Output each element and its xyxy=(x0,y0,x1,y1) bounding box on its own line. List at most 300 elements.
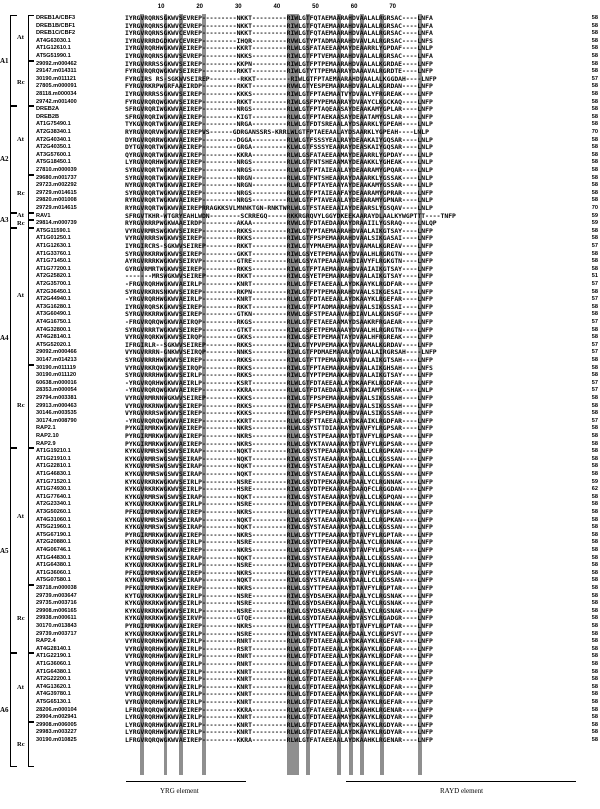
sequence-residues: IFRGIRLR--SGKWVSEIREP--------RKKS---------RIWLGTYPVPEMAAKAYDVAAMALKGRDAV----LNFP xyxy=(125,340,433,349)
sequence-name: AT5G07580.1 xyxy=(36,577,71,584)
sequence-name: AT2G40350.1 xyxy=(36,144,71,151)
sequence-residues: KYKGVRMRSWGSWVSEIRAP---------NQKT---------RIWLGSYSTPEAAARAYDAALLCLRGPKAN----LNFP xyxy=(125,447,433,456)
sequence-residues: PFKGIRMRKWGKWVAEIREP---------NKRS---------RLWLGSYTTPEAAARAYDTAVFYLRGPTAR----LNFP xyxy=(125,584,433,592)
sequence-name: AT3G60490.1 xyxy=(36,311,71,318)
sequence-length: 58 xyxy=(591,691,598,698)
sequence-name: AT5G21960.1 xyxy=(36,524,71,531)
sequence-length: 58 xyxy=(591,539,598,546)
sequence-residues: VYRGVRQRHWGKWVAEIRLP---------KNRT---------RLWLGTFDTAEEAALAYDKAAYKLRGEFAR----LNFP xyxy=(125,698,433,706)
sequence-residues: PYRGIRMRKWGKWVAEIREP---------NKRS---------RLWLGSYTTPEAAARAYDTAVFYLRGPTAR----LNFP xyxy=(125,622,433,630)
sequence-residues: KYTGVRKRKWGKWVSEIRLP---------NSRE---------RIWLGSYDSAEKAARAFDAALYCLRGSNAK----LNFP xyxy=(125,591,433,600)
sequence-name: AT5G65130.1 xyxy=(36,699,71,705)
sequence-residues: LFRGVRQRQWGKWVAEIREP---------KKRA---------RLWLGTFATAEEAALAYDKAAHKLRGENAR----LNFP xyxy=(125,736,433,744)
sequence-name: 29983.m003227 xyxy=(36,729,77,736)
sequence-residues: SYRGVRRRHWGKWVSEIRLP---------RKKS---------RIWLGTYPTPEMAAKAHDVAALAIKGTSAY----LNFP xyxy=(125,371,433,380)
sequence-residues: KYKGVRMRSWGSWVSEIRAP---------NQKT---------RIWLGSYSTAEAAARAYDVALLCLKGPQAN----LNFP xyxy=(125,492,433,501)
sequence-length: 58 xyxy=(591,440,598,447)
sequence-name: 29913.m000463 xyxy=(36,402,77,409)
sequence-residues: IYRGIRCRS-SGKWVSEIREP--------RKKT---------RIWLGTYPMAEMAARAYDVAAMALKGREAV----LNFP xyxy=(125,242,433,250)
sequence-name: 60638.m000016 xyxy=(36,379,77,386)
rayd-element-label: RAYD element xyxy=(440,787,484,795)
sequence-length: 58 xyxy=(591,136,598,143)
sequence-length: 58 xyxy=(591,91,598,97)
sequence-name: AT1G01250.1 xyxy=(36,235,71,242)
sequence-residues: -YRGVRQRQWGKWVAEIREP---------KKRA---------RLWLGTFDTAEDAALAYDKAAIAMYGSHAK----LNLP xyxy=(125,386,433,395)
sequence-residues: VYRGVRKRNWGKWVSEIREP---------RKKS---------RIWLGTFPSAEMAARAHDVAALSIKGSSAH----LNFP xyxy=(125,401,433,410)
sequence-name: 30147.m014213 xyxy=(36,357,77,363)
sequence-length: 58 xyxy=(591,174,598,181)
sequence-residues: KYKGVRMRSWGSWVSEIRAP---------NQKT---------RIWLGSYSTAEAAARAYDAALLCLRGPKAN----LNFP xyxy=(125,462,433,471)
sequence-residues: VYRGVRQRHWGKWVAEIRLP---------RNRT---------RLWLGTFDTAEEAALAYDKAAYKLRGEFAR----LNFP xyxy=(125,637,433,646)
subgroup-label: At xyxy=(17,292,24,300)
sequence-length: 58 xyxy=(591,357,598,363)
sequence-name: 29092.m000466 xyxy=(36,349,77,356)
sequence-length: 58 xyxy=(591,592,598,599)
sequence-length: 58 xyxy=(591,235,598,242)
sequence-length: 58 xyxy=(591,15,598,21)
sequence-name: AT1G44830.1 xyxy=(36,554,71,561)
sequence-length: 58 xyxy=(591,113,598,120)
sequence-length: 58 xyxy=(591,22,598,29)
sequence-residues: LFRGVRQRQWGKWVAEIREP---------KKRA---------RLWLGTFATAEEAALAYDKAAHKLRGENAR----LNFP xyxy=(125,705,433,714)
sequence-name: RAP2.10 xyxy=(36,433,59,439)
sequence-length: 70 xyxy=(591,205,598,211)
sequence-name: DREB1B/CBF1 xyxy=(36,22,76,29)
group-label: A2 xyxy=(0,155,9,164)
sequence-name: AT1G19210.1 xyxy=(36,448,71,455)
sequence-length: 58 xyxy=(591,547,598,553)
sequence-length: 58 xyxy=(591,463,598,470)
ruler-tick: 40 xyxy=(273,4,281,10)
sequence-length: 58 xyxy=(591,167,598,173)
sequence-name: AT2G38340.1 xyxy=(36,129,71,135)
sequence-length: 58 xyxy=(591,30,598,37)
sequence-name: 29735.m003716 xyxy=(36,600,77,607)
sequence-length: 58 xyxy=(591,577,598,584)
sequence-name: AT5G67190.1 xyxy=(36,531,71,538)
group-bracket xyxy=(10,15,17,106)
sequence-name: 30190.m011119 xyxy=(36,364,76,371)
sequence-residues: SYRGVRKRRWGKWVSEIREP---------GKKT---------RIWLGSYETPEMAAAAYDVAALHLRGRGTN----LNFP xyxy=(125,249,433,258)
subgroup-bracket xyxy=(28,365,34,449)
sequence-residues: SFRGVRQRIWGKWVAEIREP---------KIGT---------RLWLGTFPTAEKAASAYDEAATAMYGSLAR----LNFP xyxy=(125,112,433,121)
sequence-name: 30190.m010825 xyxy=(36,737,77,743)
group-label: A6 xyxy=(0,706,9,715)
sequence-name: AT3G57600.1 xyxy=(36,151,71,158)
sequence-residues: KYKGVRKRKWGKWVSEIRLP---------NSRE---------RIWLGSYDSAEKAARAFDAALYCLRGSNAK----LNFP xyxy=(125,599,433,608)
sequence-length: 58 xyxy=(591,60,598,67)
sequence-residues: KYKGVRMRSWGSWVSEIRAP---------NQKT---------RIWLGSYSTAEAAARAYDAALLCLKGSSAN----LNFP xyxy=(125,470,433,478)
sequence-name: 29729.m014615 xyxy=(36,205,77,211)
sequence-length: 58 xyxy=(591,144,598,151)
sequence-residues: IYRGVRQRSKGKWVSEIREP---------RKKT---------RIWLGTFPTADMAARAHDVAALSIKGSSAI----LNFP xyxy=(125,302,433,311)
sequence-residues: VYRGVRMRSWGKWVSEIREP---------RKKS---------RIWLGTYPTAEMAARAHDVAALAIKGTSAY----LNFP xyxy=(125,226,433,235)
sequence-residues: DYTGVRQRTWGKWVAEIREP---------GRGA---------KLWLGTFSSSYEAARAYDEASKAIYGQSAR----LNLP xyxy=(125,143,433,152)
sequence-name: DREB2B xyxy=(36,113,60,120)
ruler-tick: 50 xyxy=(312,4,319,10)
subgroup-bracket xyxy=(28,585,34,653)
sequence-name: 29739.m003717 xyxy=(36,630,77,637)
sequence-length: 58 xyxy=(591,250,598,257)
sequence-length: 58 xyxy=(591,645,598,652)
sequence-length: 58 xyxy=(591,402,598,409)
sequence-length: 58 xyxy=(591,265,598,272)
sequence-residues: VYRGVRQRHWGKWVAEIRLP---------KNRT---------RLWLGTFDTAEEAAMAYDKAAYKLRGDFAR----LNFP xyxy=(125,682,433,691)
sequence-name: AT1G36060.1 xyxy=(36,661,71,667)
sequence-name: AT4G28140.1 xyxy=(36,645,71,652)
ruler-tick: 60 xyxy=(350,4,358,10)
group-bracket xyxy=(10,228,17,448)
subgroup-label: At xyxy=(17,33,24,41)
sequence-residues: IYRGVRRRSSGKWVSEIREP---------KKPN---------RIWLGTFPTPEMAARAHDVAALALKGRDAE----LNFP xyxy=(125,59,433,68)
group-bracket xyxy=(10,213,17,228)
sequence-residues: PYRGIRMRKWGKWVAEIREP---------NKRS---------RLWLGSYTTPEAAARAYDTAVFYLRGPTAR----LNFP xyxy=(125,530,433,539)
subgroup-bracket xyxy=(28,653,34,721)
sequence-name: AT4G13620.1 xyxy=(36,683,71,690)
sequence-length: 62 xyxy=(591,486,598,493)
sequence-length: 58 xyxy=(591,189,598,196)
sequence-residues: RYRGVRQRTWGKWVAEIREPRRAGKKSVLMNNKTGN-RNKTWRLWLGTFSTAEEAAIAYDEAARSLYGSQAV----LNLP xyxy=(125,204,433,212)
sequence-length: 58 xyxy=(591,37,598,44)
sequence-length: 58 xyxy=(591,197,598,204)
sequence-name: AT5G18450.1 xyxy=(36,159,71,166)
sequence-length: 57 xyxy=(591,243,598,249)
sequence-length: 58 xyxy=(591,106,598,113)
sequence-residues: VYRGVRQRHWGKWVAEIRLP---------KNRT---------RLWLGTFDTAEEAALAYDKAAYKLRGEFAR----LNFP xyxy=(125,675,433,684)
sequence-residues: KYKGVRKRKWGKWVSEIRLP---------HSRE---------RIWLGSYDTPEKAARAFDAAQFCLRGGDAN----LNFP xyxy=(125,485,433,494)
sequence-length: 58 xyxy=(591,615,598,622)
sequence-residues: TYKGVRQRTWGKWVAEIREP---------NRGA---------RLWLGTFDTSREAALAYDSAARKLYGPEAH----LNLP xyxy=(125,120,433,129)
subgroup-label: Rc xyxy=(17,189,25,197)
sequence-length: 70 xyxy=(591,129,598,135)
sequence-residues: -YRGVRQRHWGKWVAEIRLP---------KSRT---------RLWLGTFDTAEEAALAYDKAAFKLRGDFAR----LNFP xyxy=(125,378,433,387)
sequence-residues: SYRGVRKRNSNKWVSEIREP---------RKPN---------RIWLGTFPTPEMAARAHDVAALSIKGESAI----LNFP xyxy=(125,287,433,296)
sequence-name: AT4G28140.1 xyxy=(36,334,71,341)
sequence-length: 58 xyxy=(591,638,598,645)
sequence-name: AT2G25820.1 xyxy=(36,273,71,280)
sequence-name: DREB2A xyxy=(36,106,60,113)
subgroup-label: At xyxy=(17,512,24,520)
sequence-name: AT5G52020.1 xyxy=(36,341,71,348)
sequence-residues: KYKGVRKRKWGKWVSEIRLP---------NSRE---------RIWLGSYDTPEKAARAFDAALYCLRGNNAK----LNFP xyxy=(125,561,433,570)
sequence-residues: PFKGIRMRKWGKWVAEIREP---------NKRS---------RLWLGSYTTPEAAARAYDTAVFYLRGPSAR----LNFP xyxy=(125,508,433,516)
sequence-name: 29938.m000611 xyxy=(36,615,77,622)
sequence-length: 58 xyxy=(591,258,598,265)
sequence-length: 58 xyxy=(591,395,598,401)
sequence-length: 58 xyxy=(591,288,598,295)
group-label: A1 xyxy=(0,56,9,65)
sequence-name: AT1G64380.1 xyxy=(36,562,71,569)
sequence-name: DREB1A/CBF3 xyxy=(36,15,76,21)
sequence-name: AT4G39780.1 xyxy=(36,691,71,698)
sequence-name: 29723.m002292 xyxy=(36,182,77,189)
subgroup-label: Rc xyxy=(17,740,25,748)
subgroup-label: At xyxy=(17,212,24,220)
sequence-name: AT2G44940.1 xyxy=(36,296,71,303)
group-label: A5 xyxy=(0,546,9,555)
sequence-length: 58 xyxy=(591,516,598,523)
sequence-residues: IYRGVRQRNSGKWVSEVREP---------NKKS---------RIWLGTFPTVEMAARAHDVAALALRGRSAC----LNFA xyxy=(125,52,433,60)
sequence-length: 58 xyxy=(591,524,598,531)
sequence-residues: FYRGVRQRQWGKWVSEIREP---------RKKT---------RIWLGSFPYPEMAARAYDVAAYCLKGCKAQ----LNFP xyxy=(125,97,433,106)
ruler-tick: 70 xyxy=(389,4,397,10)
sequence-residues: DYRGVRQRRWGKWVAEIREP---------DGGA---------RLWLGTFSSSYEALRAYDEAAKAIYGQSAR----LNLP xyxy=(125,135,433,144)
sequence-name: AT2G20880.1 xyxy=(36,539,71,546)
sequence-residues: RYRGVRQRVWGKWVAEIREPVS------GDRGANSSRS-KRRLWLGTFPTAEEAALAYDSAARKLYGPEAH----LNLP xyxy=(125,128,429,136)
sequence-length: 58 xyxy=(591,334,598,341)
subgroup-label: At xyxy=(17,136,24,144)
sequence-length: 58 xyxy=(591,455,598,462)
sequence-residues: VYRGVRMRNNWGKWVSEIREP--------KKKS---------RIWLGTFPSPEMAARAHDVAALSIKGSSAH----LNFP xyxy=(125,394,433,402)
subgroup-bracket xyxy=(28,175,34,213)
sequence-name: 29092.m000462 xyxy=(36,60,77,67)
sequence-residues: AYRGVRRRKWGKWVSEIRVP---------GTRE---------RLWLGSYATPEAAAVAHDIAVYFLRGKGTN----LNFP xyxy=(125,257,433,266)
sequence-length: 58 xyxy=(591,303,598,310)
sequence-length: 59 xyxy=(591,220,598,227)
sequence-length: 57 xyxy=(591,75,598,82)
sequence-name: DREB1C/CBF2 xyxy=(36,30,76,37)
sequence-residues: LYRGVRQRHWGKWVAEIRLP---------KNRT---------RLWLGTFDTAEEAALAYDKAAYKLRGDYAR----LNFP xyxy=(125,728,433,737)
sequence-length: 58 xyxy=(591,721,598,728)
sequence-name: AT2G23340.1 xyxy=(36,501,71,508)
sequence-residues: RYRGVRRRPWGKWAAEIRDP---------AKAA---------RVWLGTFDTAEDAARAYDRAAIILYGSRAQ----LNLQP xyxy=(125,219,437,228)
group-bracket xyxy=(10,448,17,653)
sequence-residues: IYRGVRRRSSGKWVSEIREP---------KKKS---------RIWLGTFPTAEMAATVYDVAALYFRGREAK----LNFP xyxy=(125,90,433,98)
sequence-length: 58 xyxy=(591,714,598,721)
sequence-name: AT5G11590.1 xyxy=(36,227,71,234)
sequence-residues: VYRGVRQRKWGKWVSEIRQP---------GKKS---------RIWLGSFETPEMAATAYDVAALHFRGREAK----LNFP xyxy=(125,333,433,342)
sequence-residues: PYKGIRMRKWGKWVAEIREP---------NKRS---------RLWLGSYSTTDIAARAYDVAVFYLRGPSAR----LNFP xyxy=(125,424,433,433)
sequence-residues: KYKGVRKRKWGKWVSEIRLP---------NSRE---------RIWLGSYDTPEKAARAFDAALYCLRGNNAK----LNFP xyxy=(125,477,433,486)
sequence-residues: -FRGVRQRQWGKWVAEIRQP---------RKGS---------RLWLGTFETAEEAAMAYDSAAKRFRGAEAR----LNFP xyxy=(125,318,433,326)
sequence-length: 58 xyxy=(591,151,598,158)
sequence-name: AT1G36060.1 xyxy=(36,569,71,576)
sequence-length: 58 xyxy=(591,630,598,637)
sequence-name: 28206.m000104 xyxy=(36,706,77,713)
sequence-name: AT3G50260.1 xyxy=(36,509,71,515)
sequence-length: 58 xyxy=(591,706,598,713)
sequence-length: 58 xyxy=(591,661,598,667)
sequence-name: 28118.m000034 xyxy=(36,91,77,97)
sequence-length: 58 xyxy=(591,410,598,417)
sequence-length: 58 xyxy=(591,182,598,189)
sequence-residues: SYRGVRRRTWGKWVSEIREP---------GTKT---------RIWLGSFETPEMAAAAYDVAALHLRGRGTN----LNFP xyxy=(125,325,433,334)
sequence-residues: VYRGVRQRHWGKWVAEIRLP---------RSRT---------RLWLGTFDTAEEAALAYDKAAYKLRGDFAR----LNFP xyxy=(125,644,433,653)
subgroup-label: Rc xyxy=(17,402,25,410)
sequence-residues: -------MRSWGKWVSEIREP--------RKKT---------RIWLGSYETPEMAARAHDVAALAIKGTSAY----LNFP xyxy=(125,272,433,281)
sequence-length: 57 xyxy=(591,319,598,325)
subgroup-label: Rc xyxy=(17,79,25,87)
sequence-length: 58 xyxy=(591,493,598,500)
sequence-length: 58 xyxy=(591,227,598,234)
sequence-name: 29729.m014615 xyxy=(36,189,77,196)
sequence-residues: PYRGIRMRKWGKWVAEIREP---------NKRS---------RLWLGSYSTPEAAARAYDTAVFYLRGPSAR----LNFP xyxy=(125,432,433,440)
subgroup-bracket xyxy=(28,15,34,61)
sequence-length: 58 xyxy=(591,623,598,629)
sequence-name: AT2G35700.1 xyxy=(36,281,71,287)
sequence-length: 58 xyxy=(591,53,598,59)
sequence-length: 57 xyxy=(591,417,598,424)
sequence-length: 59 xyxy=(591,478,598,485)
sequence-name: AT2G40340.1 xyxy=(36,136,71,143)
sequence-length: 58 xyxy=(591,121,598,128)
sequence-length: 58 xyxy=(591,433,598,439)
sequence-name: 29739.m003647 xyxy=(36,592,77,599)
sequence-length: 58 xyxy=(591,585,598,591)
sequence-residues: -YRGVRQRQWGKWVAEIREP---------KKRT---------RLWLGSFTTAEEAALAYDKAAIKLRGDFAR----LNFP xyxy=(125,416,433,425)
sequence-length: 58 xyxy=(591,509,598,515)
sequence-length: 58 xyxy=(591,683,598,690)
sequence-name: AT1G22810.1 xyxy=(36,463,71,470)
sequence-name: AT2G22200.1 xyxy=(36,676,71,683)
sequence-residues: IYRGVRQRNSGKWVCEVREP---------NKKT---------RIWLGTFQTAEMAARAHDVAALALRGRSAC----LNFA xyxy=(125,21,433,30)
sequence-residues: RYRGVRQRTWGKWVAEIREP---------NRGS---------RLWLGTFPTAVEAALAYDEAARAMYGPNAR----LNLP xyxy=(125,196,433,205)
sequence-name: 27805.m000091 xyxy=(36,83,77,90)
sequence-name: 30146.m003535 xyxy=(36,410,77,417)
sequence-name: 29820.m001008 xyxy=(36,197,77,204)
subgroup-bracket xyxy=(28,228,34,365)
sequence-residues: LYRGVRQRHWGKWVAEIRLP---------KNRT---------RLWLGTFDTAEEAAMAYDKAAYKLRGDYAR----LNFP xyxy=(125,720,433,729)
rayd-element-bracket xyxy=(346,781,576,782)
sequence-residues: PFKGIRMRKWGKWVAEIREP---------NKRS---------RLWLGSYTTPEAAARAYDTAVFYLRGPSAR----LNFP xyxy=(125,568,433,577)
sequence-residues: PFKGIRMRKWGKWVAEIREP---------NKRS---------RLWLGSYTTPEAAARAYDTAVFYLRGPSAR----LNFP xyxy=(125,546,433,554)
sequence-length: 58 xyxy=(591,699,598,705)
sequence-residues: LYRGVRQRHWGKWVAEIREP---------NRGS---------RLWLGTFNTSHEAAMAYDEAAKKLYGHEAK----LNLP xyxy=(125,158,433,167)
sequence-name: AT1G71450.1 xyxy=(36,258,71,265)
sequence-residues: SYRGVRRRHWGKWVSEIREP---------RKKS---------RIWLGTFTTPEMAARAYDVAALAIKGTSAH----LNFP xyxy=(125,356,433,364)
sequence-name: 28718.m000038 xyxy=(36,585,77,591)
sequence-residues: KYKGVRKRKWGKWVSEIRLP---------NSRE---------RIWLGSYDTPEKAARAFDAALYCLRGNNAK----LNFP xyxy=(125,500,433,509)
sequence-name: AT5G51990.1 xyxy=(36,53,71,59)
sequence-name: AT1G12610.1 xyxy=(36,45,71,52)
sequence-length: 58 xyxy=(591,600,598,607)
sequence-name: RAP2.4 xyxy=(36,638,56,645)
sequence-residues: KYKGVRKRKWGKWVSEIRLP---------NSRE---------RIWLGSYDSAEKAARAFDAALYCLRGSNAK----LNFP xyxy=(125,606,433,615)
sequence-residues: VYRGVRRRSWGKWVSEIREP---------KKKS---------RIWLGTFPSPEMAARAHDVAALSIKGSSAH----LNFP xyxy=(125,409,433,418)
sequence-length: 58 xyxy=(591,531,598,538)
sequence-residues: KYKGVRKRKWGKWVSEIRLP---------NSRE---------RIWLGSYNTAEEAARAFDAALYCLRGPSVT----LNFP xyxy=(125,629,433,638)
sequence-length: 57 xyxy=(591,379,598,386)
sequence-residues: VYRGVRQRHWGKWVAEIRLP---------KNRT---------RLWLGTFDTAEEAAMAYDKAAYKLRGDFAR----LNFP xyxy=(125,690,433,699)
sequence-name: RAP2.1 xyxy=(36,425,56,432)
sequence-length: 58 xyxy=(591,83,598,90)
sequence-residues: KYKGVRMRSWGSWVSEIRAP---------NQKT---------RIWLGSYSTAEAAARAYDAALLCLKGSSAN----LNFP xyxy=(125,553,433,562)
sequence-residues: VYRGVRQRHWGKWVAEIRLP---------RNRT---------RLWLGTFDTAEEAALAYDKAAYKLRGDFAR----LNFP xyxy=(125,652,433,661)
sequence-length: 58 xyxy=(591,729,598,736)
sequence-length: 58 xyxy=(591,653,598,660)
sequence-length: 58 xyxy=(591,425,598,432)
sequence-residues: PYKGIRMRKWGKWVAEIREP---------NKRS---------RLWLGSYKTAVAAARAYDTAVFYLRGPSAR----LNFP xyxy=(125,439,433,448)
sequence-length: 58 xyxy=(591,569,598,576)
sequence-name: 29147.m014311 xyxy=(36,68,77,75)
sequence-residues: -FRGVRQRHWGKWVAEIRLP---------KNRT---------RLWLGTFETAEEAALAYDKAAYKLRGDFAR----LNFP xyxy=(125,280,433,288)
sequence-name: 28353.m000054 xyxy=(36,387,77,394)
sequence-name: AT4G31060.1 xyxy=(36,516,71,523)
sequence-length: 58 xyxy=(591,471,598,477)
sequence-name: 29904.m002941 xyxy=(36,714,77,721)
sequence-length: 57 xyxy=(591,281,598,287)
sequence-length: 58 xyxy=(591,554,598,561)
sequence-residues: GYRGVRMRTWGKWVSEIREP---------RKKS---------RIWLGTFPTAEMAARAHDVAAIAIKGTSAY----LNFP xyxy=(125,264,433,273)
sequence-residues: LYRGVRQRHWGKWVAEIRLP---------KNRT---------RLWLGTFDTAEEAAMAYDKAAYKLRGDYAR----LNFP xyxy=(125,713,433,722)
sequence-residues: KYKGVRMRSWGSWVSEIRAP---------NQKT---------RIWLGSYSTAEAAARAYDAALLCLKGSSAN----LNFP xyxy=(125,576,433,585)
sequence-length: 59 xyxy=(591,212,598,219)
sequence-length: 57 xyxy=(591,349,598,356)
sequence-length: 58 xyxy=(591,607,598,614)
sequence-residues: VYRGVRQRHWGKWVAEIRLP---------RNRT---------RLWLGTFDTAEEAALAYDKAAYKLRGEFAR----LNFP xyxy=(125,660,433,668)
sequence-name: AT1G77640.1 xyxy=(36,493,71,500)
sequence-residues: SYRGVRKRRWGKWVSEIREP---------GTKN---------RVWLGSFSTPEAAAVAHDIAVLALKGNSGF----LNFP xyxy=(125,310,433,319)
ruler-tick: 10 xyxy=(157,4,165,10)
sequence-residues: KYKGVRKRKWGKWVSEIRLP---------NSRE---------RIWLGSYDTPEKAARAFDAALYCLRGNNAK----LNFP xyxy=(125,538,433,547)
sequence-name: 29742.m001400 xyxy=(36,98,77,105)
sequence-name: AT4G63030.1 xyxy=(36,37,71,44)
sequence-length: 58 xyxy=(591,668,598,675)
sequence-name: AT1G22190.1 xyxy=(36,653,71,660)
subgroup-bracket xyxy=(28,220,34,228)
sequence-residues: QYRGVRQRTWGKWVAEIREP---------KKRA---------RLWLGSFATAEEAAMAYDEAARRLYGPDAY----LNLP xyxy=(125,150,433,159)
sequence-name: AT1G75490.1 xyxy=(36,121,71,128)
sequence-name: AT4G32800.1 xyxy=(36,326,71,333)
sequence-name: 30170.m013843 xyxy=(36,623,77,629)
sequence-length: 58 xyxy=(591,98,598,105)
sequence-name: 29908.m006005 xyxy=(36,721,77,728)
sequence-length: 57 xyxy=(591,387,598,394)
subgroup-bracket xyxy=(28,722,34,768)
sequence-name: RAP2.9 xyxy=(36,440,56,447)
group-bracket xyxy=(10,106,17,212)
subgroup-bracket xyxy=(28,106,34,174)
sequence-name: 29814.m000739 xyxy=(36,220,77,227)
sequence-name: AT4G16750.1 xyxy=(36,319,71,325)
subgroup-label: Rc xyxy=(17,615,25,623)
sequence-length: 57 xyxy=(591,296,598,303)
sequence-length: 58 xyxy=(591,372,598,379)
sequence-name: 30174.m008790 xyxy=(36,417,77,424)
sequence-name: AT1G33760.1 xyxy=(36,250,71,257)
sequence-residues: KYKGVRKRKWGKWVSEIRVP---------GTQE---------RLWLGSYDTAEAAARAHDVASYCLRGADGR----LNFP xyxy=(125,614,433,623)
subgroup-bracket xyxy=(28,61,34,107)
sequence-name: AT1G12630.1 xyxy=(36,243,71,249)
sequence-name: AT3G16280.1 xyxy=(36,303,71,310)
sequence-length: 58 xyxy=(591,326,598,333)
sequence-length: 58 xyxy=(591,45,598,52)
ruler-tick: 20 xyxy=(196,4,204,10)
sequence-residues: -YRGVRQRHWGKWVAEIRLP---------KNRT---------RLWLGTFDTAEEAALAYDKAAYKLRGEFAR----LNFP xyxy=(125,295,433,304)
sequence-name: AT1G64380.1 xyxy=(36,668,71,675)
sequence-length: 58 xyxy=(591,448,598,455)
subgroup-bracket xyxy=(28,213,34,221)
sequence-length: 58 xyxy=(591,159,598,166)
sequence-residues: VYRGVRKRQWGKWVSEIRQP---------RKKS---------RIWLGTFPTAEMAARAHDVAALAIKGHSAH----LNFS xyxy=(125,363,433,372)
sequence-length: 58 xyxy=(591,364,598,371)
sequence-length: 57 xyxy=(591,341,598,348)
yrg-element-label: YRG element xyxy=(160,787,199,795)
sequence-name: 29680.m001737 xyxy=(36,174,77,181)
sequence-length: 58 xyxy=(591,311,598,318)
sequence-residues: FYRGIRS RS-SGKWVSEIREP--------RKKT---------RIWLGTFPTAEMAARAHDVAALALKGGDAH----LNFP xyxy=(125,74,437,83)
sequence-residues: SFRGVTKHR-WTGRYEAHLWDN--------SCRREGQ-----RKKRGRQVYLGGYDKEEKAARAYDLAALKYWGPTTT----TNFP xyxy=(125,211,456,220)
sequence-name: AT2G36450.1 xyxy=(36,288,71,295)
sequence-residues: FYRGVRQRQWGKWVSEIREP---------RKKT---------RIWLGTYTTPEMAARAYDAAAVALRGRDTE----LNFP xyxy=(125,67,433,76)
sequence-residues: SYRGVRQRTWGKWVAEIREP---------NRGS---------RLWLGTFPTAIEAALAYDEAARAMYGPQAR----LNLP xyxy=(125,166,433,174)
sequence-residues: IYRGVRQRNSGKWVCEVREP---------NKKT---------RIWLGTFQTAEMAARAHDVAALALRGRSAC----LNFA xyxy=(125,29,433,38)
sequence-name: AT1G46830.1 xyxy=(36,471,71,477)
sequence-length: 58 xyxy=(591,562,598,569)
subgroup-bracket xyxy=(28,448,34,585)
sequence-name: AT4G06746.1 xyxy=(36,547,71,553)
group-label: A4 xyxy=(0,334,9,342)
